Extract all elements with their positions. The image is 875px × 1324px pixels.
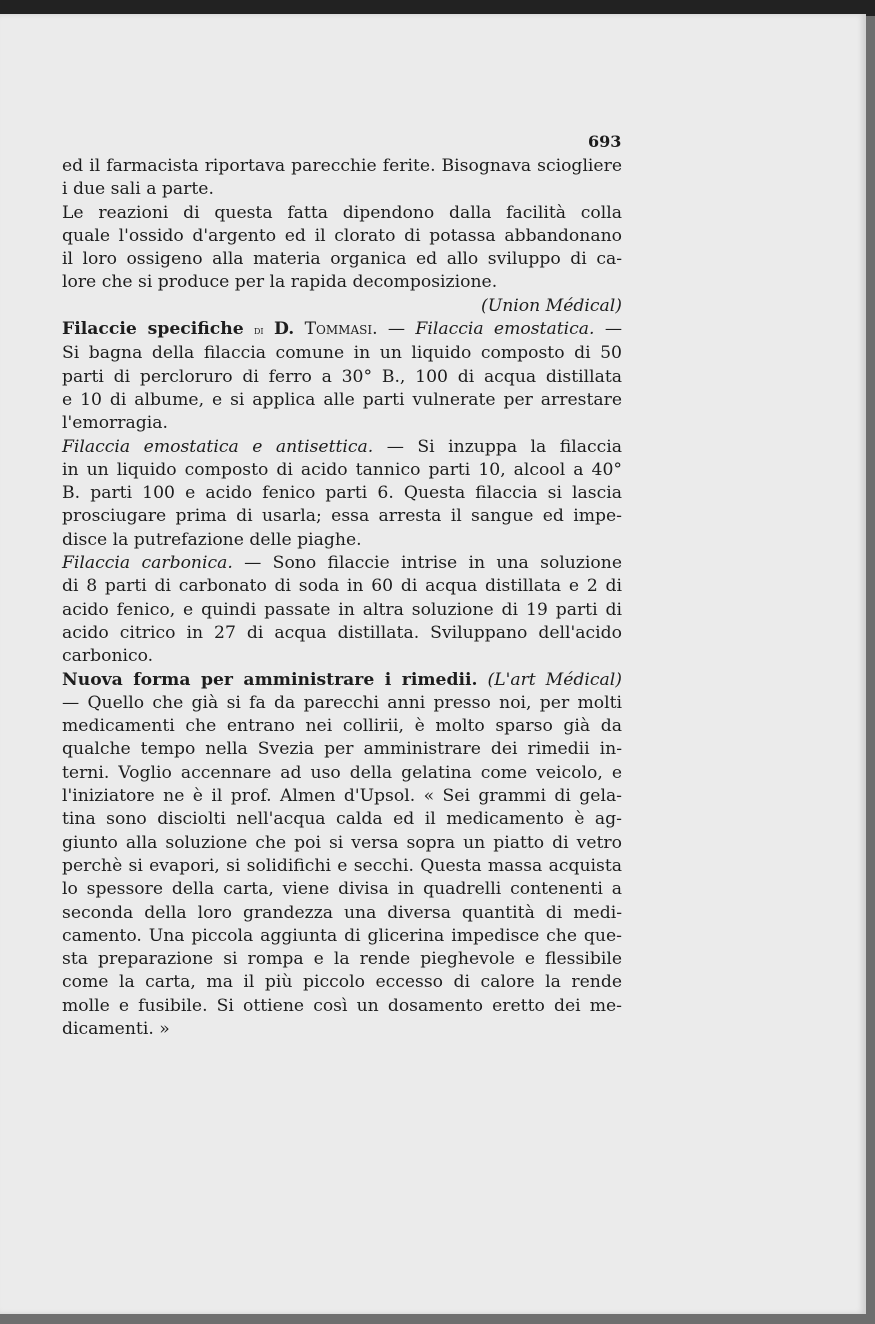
text-line: medicamenti che entrano nei collirii, è molto sparso già da (62, 716, 622, 737)
text-line: acido citrico in 27 di acqua distillata. Sviluppano dell'acido (62, 622, 622, 643)
text-line: Si bagna della filaccia comune in un liquido composto di 50 (62, 343, 622, 364)
text-run: — Sono filaccie intrise in una soluzione (244, 553, 622, 574)
text-line: i due sali a parte. (62, 179, 214, 200)
text-line: quale l'ossido d'argento ed il clorato di potassa abbandonano (62, 225, 622, 246)
intro-paragraph (62, 155, 622, 202)
text-run: — Si inzuppa la filaccia (386, 436, 622, 457)
text-line: — Quello che già si fa da parecchi anni presso noi, per molti (62, 692, 622, 713)
text-line: parti di percloruro di ferro a 30° B., 100 di acqua distillata (62, 366, 622, 387)
text-line: Le reazioni di questa fatta dipendono dalla facilità colla (62, 202, 622, 223)
text-line: e 10 di albume, e si applica alle parti vulnerate per arrestare (62, 389, 622, 410)
text-line: il loro ossigeno alla materia organica ed allo sviluppo di ca- (62, 249, 622, 270)
text-line: qualche tempo nella Svezia per amministrare dei rimedii in- (62, 739, 622, 760)
source-citation: (Union Médical) (481, 295, 622, 316)
heading-dash: . — (372, 319, 406, 340)
section-heading: Filaccie specifiche (62, 319, 244, 340)
text-line: seconda della loro grandezza una diversa quantità di medi- (62, 902, 622, 923)
page-text (62, 155, 622, 1041)
text-line: perchè si evapori, si solidifichi e secchi. Questa massa acquista (62, 855, 622, 876)
heading-dash: — (604, 319, 622, 340)
subsection-line (62, 436, 622, 459)
section-heading: Nuova forma per amministrare i rimedii. (62, 669, 478, 690)
subheading-emostatica: Filaccia emostatica. (415, 319, 595, 340)
text-line: come la carta, ma il più piccolo eccesso di calore la rende (62, 972, 622, 993)
text-line: disce la putrefazione delle piaghe. (62, 529, 362, 550)
text-line: dicamenti. » (62, 1018, 170, 1039)
text-line: di 8 parti di carbonato di soda in 60 di acqua distillata e 2 di (62, 576, 622, 597)
section-heading-line (62, 318, 622, 342)
text-line: l'iniziatore ne è il prof. Almen d'Upsol. « Sei grammi di gela- (62, 786, 622, 807)
text-line: sta preparazione si rompa e la rende pieghevole e flessibile (62, 949, 622, 970)
text-line: acido fenico, e quindi passate in altra soluzione di 19 parti di (62, 599, 622, 620)
text-line: camento. Una piccola aggiunta di glicerina impedisce che que- (62, 925, 622, 946)
text-line: l'emorragia. (62, 413, 168, 434)
text-line: prosciugare prima di usarla; essa arresta il sangue ed impe- (62, 506, 622, 527)
heading-di: di (254, 323, 264, 338)
text-line: lo spessore della carta, viene divisa in quadrelli contenenti a (62, 879, 622, 900)
subheading-carbonica: Filaccia carbonica. (62, 553, 233, 574)
text-line: B. parti 100 e acido fenico parti 6. Questa filaccia si lascia (62, 483, 622, 504)
book-page (0, 14, 866, 1314)
text-line: in un liquido composto di acido tannico parti 10, alcool a 40° (62, 459, 622, 480)
text-line: lore che si produce per la rapida decomposizione. (62, 272, 498, 293)
text-line: tina sono disciolti nell'acqua calda ed il medicamento è ag- (62, 809, 622, 830)
paragraph-reazioni (62, 202, 622, 318)
subsection-line (62, 552, 622, 575)
subheading-antisettica: Filaccia emostatica e antisettica. (62, 436, 374, 457)
text-line: molle e fusibile. Si ottiene così un dosamento eretto dei me- (62, 995, 622, 1016)
section-heading-line (62, 669, 622, 692)
section-nuova-forma (62, 669, 622, 1042)
text-line: carbonico. (62, 646, 154, 667)
author-name: Tommasi (304, 319, 373, 340)
page-number: 693 (588, 132, 622, 151)
author-initial: D. (273, 319, 295, 340)
text-line: giunto alla soluzione che poi si versa sopra un piatto di vetro (62, 832, 622, 853)
text-line: terni. Voglio accennare ad uso della gelatina come veicolo, e (62, 762, 622, 783)
source-citation: (L'art Médical) (487, 669, 622, 690)
section-filaccie (62, 318, 622, 668)
text-line: ed il farmacista riportava parecchie ferite. Bisognava sciogliere (62, 156, 622, 176)
